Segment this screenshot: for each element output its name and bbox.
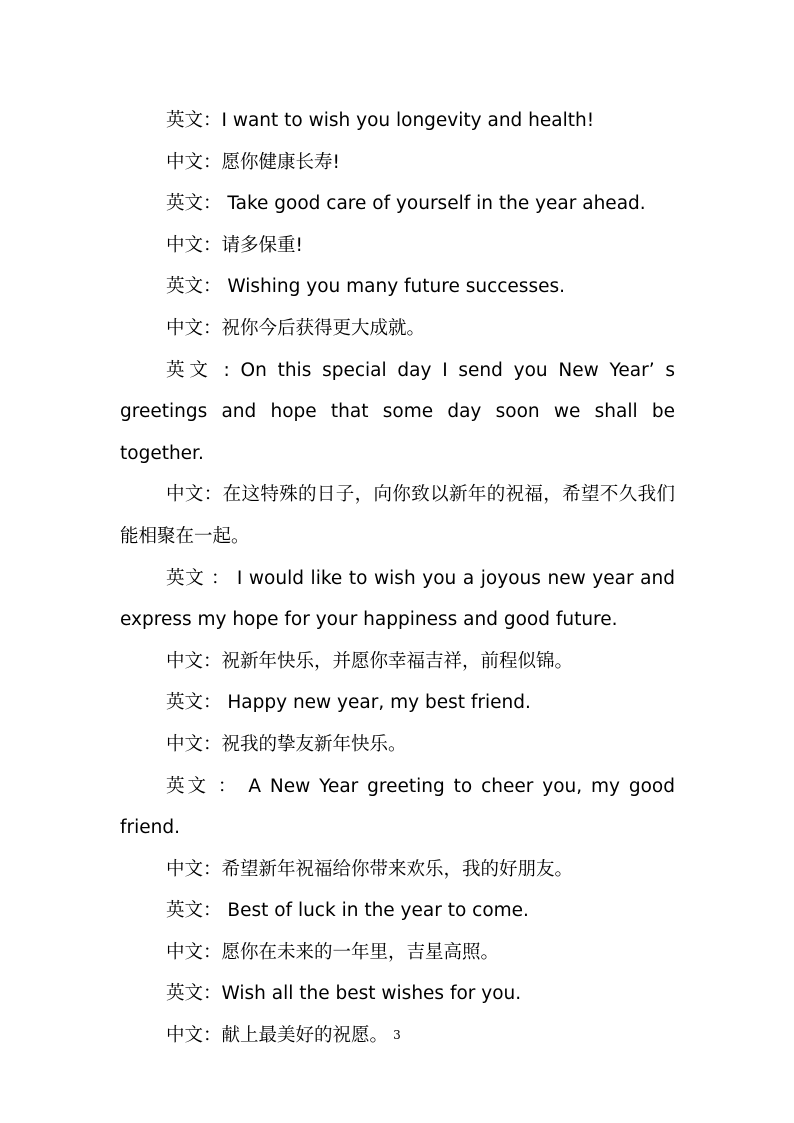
paragraph-chinese-9: 中文：献上最美好的祝愿。 [166, 1025, 389, 1047]
paragraph-chinese-8: 中文：愿你在未来的一年里，吉星高照。 [166, 941, 500, 963]
document-body [120, 100, 675, 1057]
paragraph-english-4: 英文 : On this special day I send you New Year’ s greetings and hope that some day soon we shall be together. [120, 359, 675, 464]
paragraph-english-5: 英文 ： I would like to wish you a joyous new year and express my hope for your happiness and good future. [120, 567, 675, 631]
paragraph-chinese-3: 中文：祝你今后获得更大成就。 [166, 317, 426, 339]
paragraph-english-1: 英文：I want to wish you longevity and health! [166, 110, 595, 131]
paragraph-english-7: 英文 ： A New Year greeting to cheer you, my good friend. [120, 775, 675, 839]
paragraph-english-2: 英文： Take good care of yourself in the year ahead. [166, 193, 646, 215]
paragraph-english-9: 英文：Wish all the best wishes for you. [166, 983, 522, 1005]
paragraph-english-3: 英文： Wishing you many future successes. [166, 276, 565, 298]
paragraph-chinese-6: 中文：祝我的挚友新年快乐。 [166, 733, 407, 755]
paragraph-english-8: 英文： Best of luck in the year to come. [166, 900, 529, 922]
paragraph-chinese-1: 中文：愿你健康长寿! [166, 151, 340, 173]
paragraph-chinese-4: 中文：在这特殊的日子，向你致以新年的祝福，希望不久我们能相聚在一起。 [120, 484, 675, 547]
paragraph-chinese-7: 中文：希望新年祝福给你带来欢乐，我的好朋友。 [166, 858, 574, 880]
page-number: 3 [393, 1028, 401, 1042]
paragraph-chinese-5: 中文：祝新年快乐，并愿你幸福吉祥，前程似锦。 [166, 650, 574, 672]
paragraph-english-6: 英文： Happy new year, my best friend. [166, 692, 531, 714]
paragraph-chinese-2: 中文：请多保重! [166, 234, 303, 256]
